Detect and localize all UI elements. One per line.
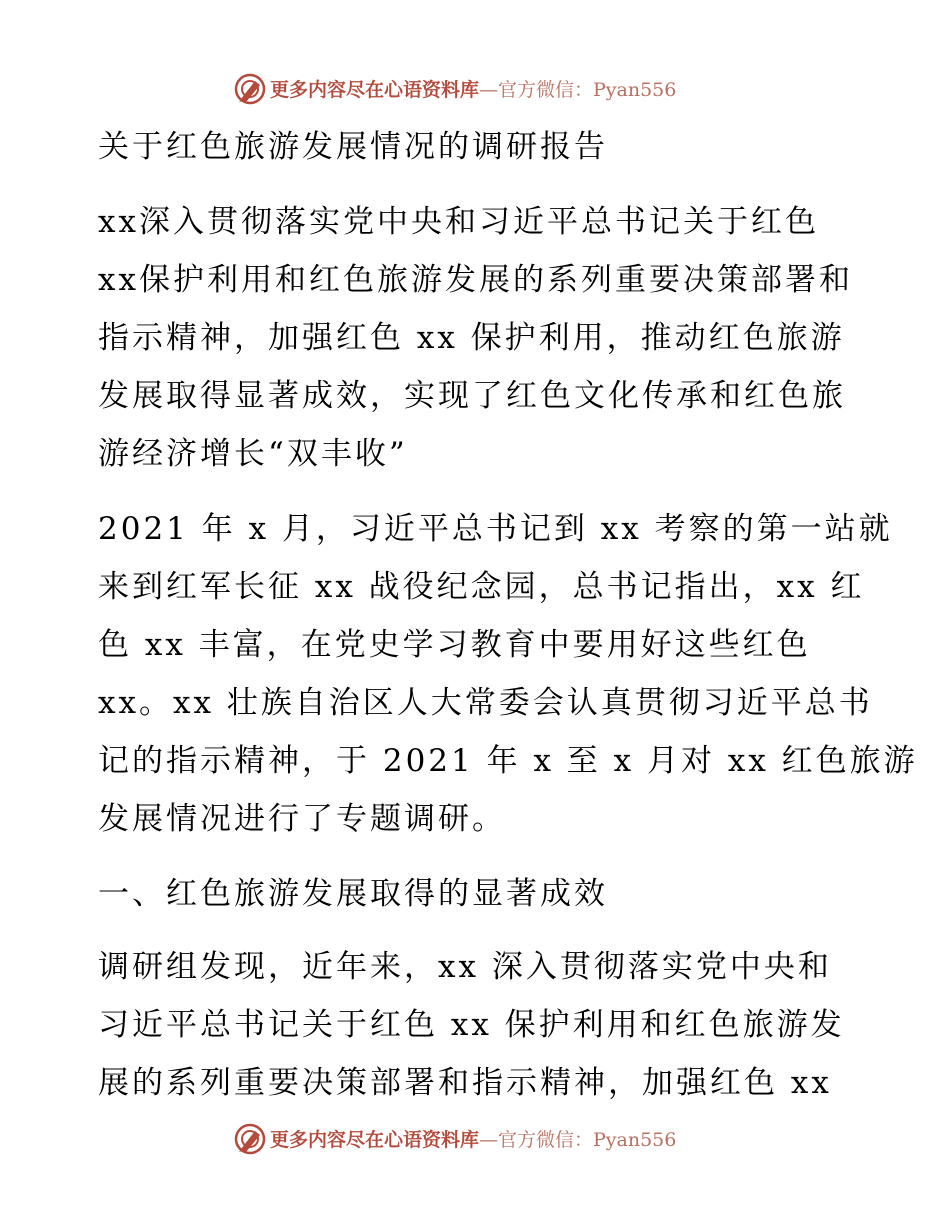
banner-dash: — [479,1129,499,1151]
paragraph-line: 展的系列重要决策部署和指示精神，加强红色 xx [98,1065,832,1101]
paragraph-line: 来到红军长征 xx 战役纪念园，总书记指出，xx 红 [98,569,865,605]
paragraph-line: 指示精神，加强红色 xx 保护利用，推动红色旅游 [98,320,845,356]
document-title [98,118,878,176]
paragraph-line: xx。xx 壮族自治区人大常委会认真贯彻习近平总书 [98,685,873,721]
paragraph-line: 调研组发现，近年来，xx 深入贯彻落实党中央和 [98,949,832,985]
footer-banner [0,1122,950,1158]
section-heading-1 [98,865,878,923]
header-banner [0,72,950,108]
paragraph-line: 发展取得显著成效，实现了红色文化传承和红色旅 [98,378,846,414]
banner-text [270,1127,676,1153]
banner-dash: — [479,79,499,101]
paragraph-1 [98,193,878,483]
banner-sub-text: 官方微信：Pyan556 [498,1129,677,1151]
pen-logo-icon [233,1122,267,1156]
paragraph-line: 色 xx 丰富，在党史学习教育中要用好这些红色 [98,627,811,663]
paragraph-line: xx保护利用和红色旅游发展的系列重要决策部署和 [98,262,853,298]
paragraph-2 [98,500,918,848]
banner-text [270,77,676,103]
paragraph-line: 游经济增长“双丰收” [98,436,408,472]
banner-main-text: 更多内容尽在心语资料库 [270,79,480,101]
banner-sub-text: 官方微信：Pyan556 [498,79,677,101]
paragraph-line: 2021 年 x 月，习近平总书记到 xx 考察的第一站就 [98,511,893,547]
paragraph-3 [98,938,878,1112]
heading-line: 一、红色旅游发展取得的显著成效 [98,876,608,912]
pen-logo-icon [233,72,267,106]
banner-main-text: 更多内容尽在心语资料库 [270,1129,480,1151]
paragraph-line: 习近平总书记关于红色 xx 保护利用和红色旅游发 [98,1007,845,1043]
paragraph-line: xx深入贯彻落实党中央和习近平总书记关于红色 [98,204,819,240]
title-line: 关于红色旅游发展情况的调研报告 [98,129,608,165]
paragraph-line: 记的指示精神，于 2021 年 x 至 x 月对 xx 红色旅游 [98,743,918,779]
paragraph-line: 发展情况进行了专题调研。 [98,801,506,837]
